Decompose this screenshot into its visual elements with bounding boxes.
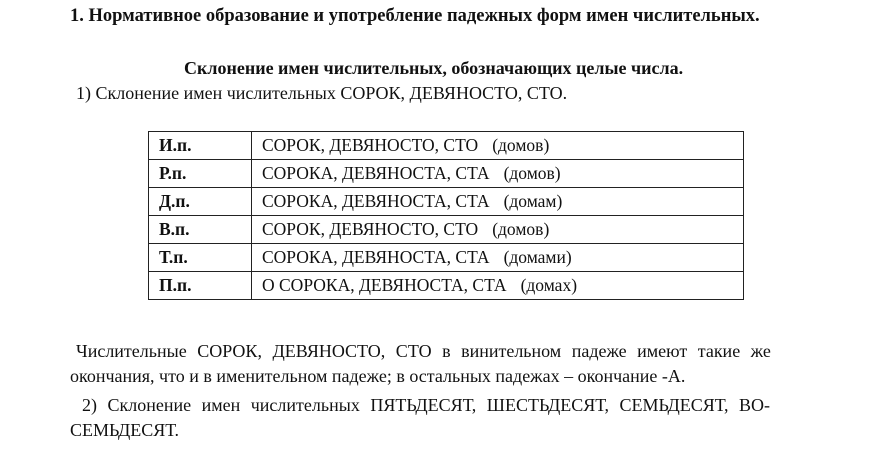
table-row: [149, 160, 744, 188]
noun-form: (домах): [520, 275, 578, 295]
page-title: 1. Нормативное образование и употребление падежных форм имен числительных.: [70, 6, 760, 26]
case-cell: Р.п.: [149, 160, 252, 188]
explanation-paragraph-line2: окончания, что и в именительном падеже; в остальных падежах – окончание -А.: [70, 366, 686, 386]
table-row: [149, 132, 744, 160]
table-row: [149, 272, 744, 300]
explanation-paragraph-line1: Числительные СОРОК, ДЕВЯНОСТО, СТО в винительном падеже имеют такие же: [76, 341, 771, 361]
list-item-1: 1) Склонение имен числительных СОРОК, ДЕВЯНОСТО, СТО.: [76, 83, 568, 103]
numeral-forms: СОРОКА, ДЕВЯНОСТА, СТА: [262, 163, 490, 183]
noun-form: (домов): [492, 219, 550, 239]
case-cell: П.п.: [149, 272, 252, 300]
section-subheading: Склонение имен числительных, обозначающих целые числа.: [184, 58, 684, 78]
forms-cell: [252, 272, 744, 300]
numeral-forms: СОРОКА, ДЕВЯНОСТА, СТА: [262, 247, 490, 267]
noun-form: (домов): [492, 135, 550, 155]
numeral-forms: СОРОК, ДЕВЯНОСТО, СТО: [262, 135, 479, 155]
noun-form: (домов): [503, 163, 561, 183]
numeral-forms: СОРОК, ДЕВЯНОСТО, СТО: [262, 219, 479, 239]
forms-cell: [252, 216, 744, 244]
forms-cell: [252, 132, 744, 160]
table-row: [149, 244, 744, 272]
numeral-forms: О СОРОКА, ДЕВЯНОСТА, СТА: [262, 275, 507, 295]
noun-form: (домам): [503, 191, 563, 211]
case-cell: В.п.: [149, 216, 252, 244]
forms-cell: [252, 160, 744, 188]
list-item-2-line2: СЕМЬДЕСЯТ.: [70, 420, 180, 440]
forms-cell: [252, 188, 744, 216]
case-cell: Т.п.: [149, 244, 252, 272]
declension-table: [148, 131, 744, 300]
case-cell: Д.п.: [149, 188, 252, 216]
numeral-forms: СОРОКА, ДЕВЯНОСТА, СТА: [262, 191, 490, 211]
case-cell: И.п.: [149, 132, 252, 160]
list-item-2-line1: 2) Склонение имен числительных ПЯТЬДЕСЯТ, ШЕСТЬДЕСЯТ, СЕМЬДЕСЯТ, ВО-: [82, 395, 770, 415]
noun-form: (домами): [503, 247, 572, 267]
table-row: [149, 216, 744, 244]
forms-cell: [252, 244, 744, 272]
table-row: [149, 188, 744, 216]
